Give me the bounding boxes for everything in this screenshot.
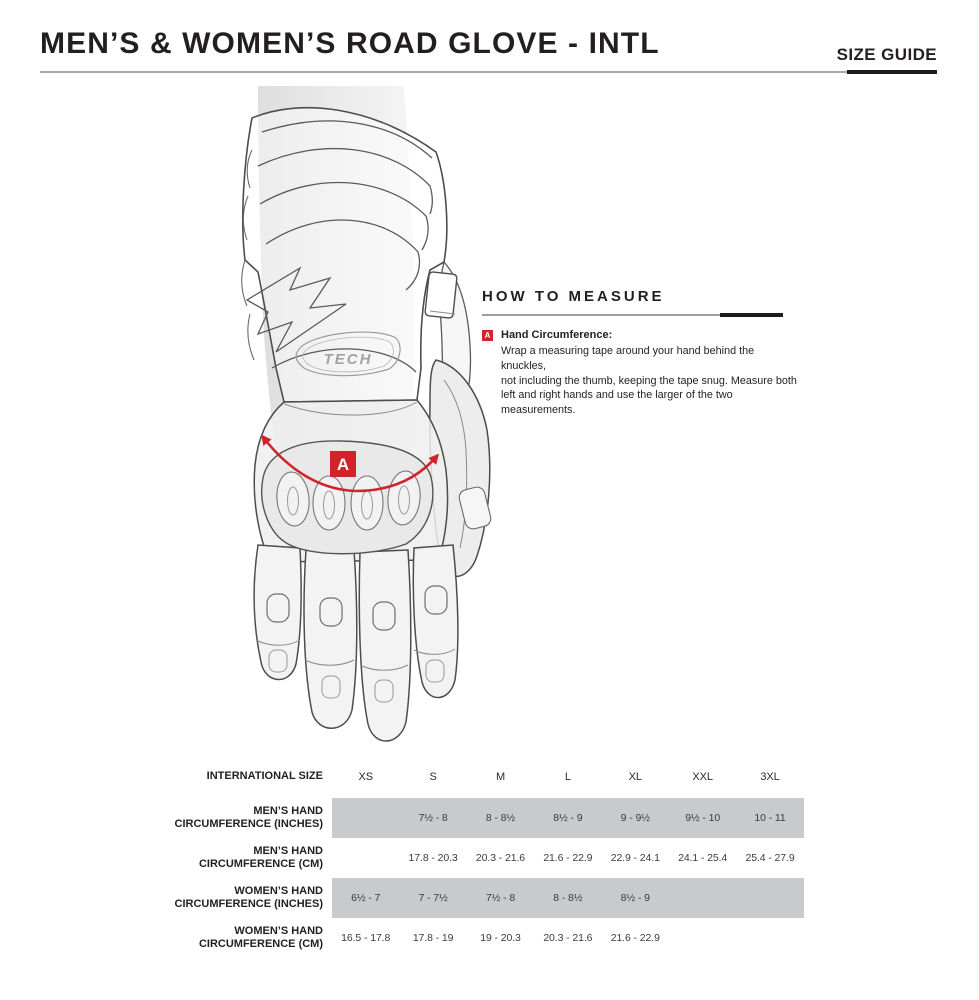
row-label-line: MEN’S HAND (253, 805, 323, 817)
table-row (0, 838, 979, 878)
size-column-header: M (495, 770, 506, 783)
size-column-header: XXL (692, 770, 713, 783)
measure-text (501, 329, 800, 418)
page-title: MEN’S & WOMEN’S ROAD GLOVE - INTL (40, 27, 660, 60)
row-label-line: WOMEN’S HAND (234, 925, 323, 937)
table-cell: 7½ - 8 (485, 892, 516, 904)
how-to-measure-heading: HOW TO MEASURE (482, 288, 665, 305)
row-label-line: CIRCUMFERENCE (INCHES) (174, 818, 323, 830)
row-label (0, 885, 323, 911)
measure-item-title: Hand Circumference: (501, 329, 613, 341)
row-label-line: CIRCUMFERENCE (INCHES) (174, 898, 323, 910)
row-cells (332, 838, 804, 878)
glove-fingers (254, 545, 458, 741)
glove-illustration (200, 85, 505, 770)
wrist-strap (425, 272, 457, 319)
table-row (0, 878, 979, 918)
table-cell: 21.6 - 22.9 (610, 932, 660, 944)
glove-logo-text: TECH (323, 351, 373, 368)
how-to-measure-divider (482, 314, 783, 316)
table-cell: 9½ - 10 (685, 812, 721, 824)
glove-drawing (200, 85, 505, 770)
row-cells (332, 878, 804, 918)
table-cell: 6½ - 7 (351, 892, 381, 904)
size-header-cells (332, 755, 804, 798)
table-cell: 20.3 - 21.6 (475, 852, 526, 864)
table-cell: 24.1 - 25.4 (678, 852, 728, 864)
row-label-line: MEN’S HAND (253, 845, 323, 857)
header-divider-accent (847, 70, 937, 74)
table-cell: 7½ - 8 (418, 812, 448, 824)
glove-marker-a-label: A (336, 455, 350, 474)
size-column-header: XL (628, 770, 642, 783)
table-cell: 19 - 20.3 (480, 932, 521, 944)
row-label (0, 845, 323, 871)
marker-a-badge: A (482, 330, 493, 341)
size-header-label: INTERNATIONAL SIZE (206, 770, 323, 782)
row-label-line: WOMEN’S HAND (234, 885, 323, 897)
measure-item-hand-circumference (482, 329, 800, 418)
table-cell: 17.8 - 20.3 (408, 852, 458, 864)
table-row (0, 798, 979, 838)
table-cell: 10 - 11 (754, 812, 786, 824)
size-table-rows (0, 798, 979, 958)
row-label (0, 805, 323, 831)
table-cell: 9 - 9½ (620, 812, 650, 824)
table-cell: 7 - 7½ (418, 892, 448, 904)
table-cell: 17.8 - 19 (412, 932, 454, 944)
table-cell: 21.6 - 22.9 (543, 852, 593, 864)
how-to-measure-divider-accent (720, 313, 783, 317)
table-cell: 8½ - 9 (553, 812, 583, 824)
measure-instruction-line: left and right hands and use the larger of the two measurements. (501, 389, 733, 417)
size-column-header: 3XL (760, 770, 780, 783)
row-label-line: CIRCUMFERENCE (CM) (198, 938, 323, 950)
table-cell: 8½ - 9 (620, 892, 650, 904)
size-header-row (0, 755, 979, 798)
table-cell: 8 - 8½ (485, 812, 516, 824)
size-column-header: S (429, 770, 437, 783)
table-cell: 25.4 - 27.9 (745, 852, 795, 864)
table-cell: 16.5 - 17.8 (341, 932, 391, 944)
size-column-header: XS (358, 770, 373, 783)
measure-instruction-line: not including the thumb, keeping the tape snug. Measure both (501, 374, 797, 387)
row-label (0, 925, 323, 951)
size-column-header: L (564, 770, 571, 783)
header-divider (40, 71, 937, 73)
measure-instruction-line: Wrap a measuring tape around your hand behind the knuckles, (501, 345, 755, 372)
table-row (0, 918, 979, 958)
how-to-measure-section (482, 288, 800, 418)
table-cell: 8 - 8½ (553, 892, 583, 904)
table-cell: 22.9 - 24.1 (610, 852, 660, 864)
table-cell: 20.3 - 21.6 (543, 932, 593, 944)
row-label-line: CIRCUMFERENCE (CM) (198, 858, 323, 870)
row-cells (332, 798, 804, 838)
size-table (0, 755, 979, 958)
size-guide-label: SIZE GUIDE (836, 45, 937, 64)
glove-marker-a-badge (330, 451, 356, 477)
row-cells (332, 918, 804, 958)
